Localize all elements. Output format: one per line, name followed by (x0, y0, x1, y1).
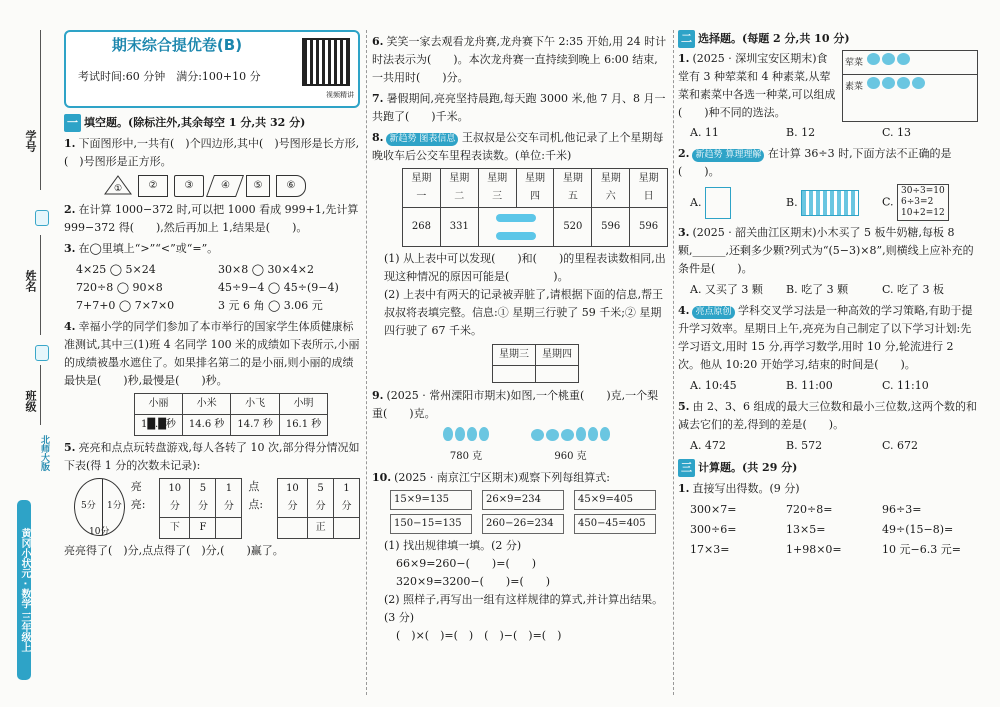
table-header: 星期五 (554, 169, 592, 208)
binding-sidebar (0, 0, 60, 707)
compare-item[interactable]: 45÷9−4 ◯ 45÷(9−4) (218, 281, 339, 294)
option[interactable]: B. 572 (786, 439, 823, 452)
section-title: 计算题。(共 29 分) (698, 461, 798, 474)
table-cell: 14.7 秒 (231, 415, 279, 436)
choice-4 (678, 302, 978, 374)
table-cell: 520 (554, 208, 592, 247)
shape-label: ④ (220, 180, 230, 191)
table-header: 星期一 (403, 169, 441, 208)
question-4 (64, 318, 360, 390)
option[interactable]: B. 吃了 3 颗 (786, 283, 849, 296)
side-line (40, 235, 41, 335)
section-badge: 一 (64, 114, 81, 132)
option[interactable]: C. 672 (882, 439, 919, 452)
fill-line[interactable]: 66×9=260−( )=( ) (396, 557, 537, 570)
curved-shape: ⑥ (276, 175, 306, 197)
answer-cell[interactable] (536, 366, 579, 383)
table-header: 星期三 (493, 345, 536, 366)
compare-item[interactable]: 4×25 ◯ 5×24 (76, 263, 156, 276)
calc-line: 6÷3=2 (901, 197, 934, 207)
question-number: 3. (678, 226, 690, 239)
table-cell: 正 (308, 518, 334, 539)
option[interactable]: A. 10:45 (690, 379, 737, 392)
table-cell: 10分 (277, 479, 307, 518)
table-header: 小米 (182, 394, 230, 415)
dish-label: 荤菜 (845, 58, 864, 68)
question-2 (64, 201, 360, 237)
exam-title: 期末综合提优卷(B) (111, 36, 243, 54)
compare-item[interactable]: 30×8 ◯ 30×4×2 (218, 263, 314, 276)
option[interactable]: A. 11 (690, 126, 719, 139)
question-number: 10. (372, 471, 392, 484)
calc-item[interactable]: 1+98×0= (786, 543, 842, 556)
question-text: 王叔叔是公交车司机,他记录了上个星期每晚收车后公交车里程表读数。(单位:千米) (372, 131, 664, 162)
mileage-table (402, 168, 668, 247)
pear-icon (588, 427, 598, 441)
question-3 (64, 240, 360, 258)
question-7 (372, 90, 668, 126)
question-number: 7. (372, 92, 384, 105)
pear-group (442, 427, 490, 466)
table-cell: 1分 (216, 479, 242, 518)
qr-label: 视频精讲 (326, 91, 354, 99)
question-number: 2. (64, 203, 76, 216)
option[interactable]: C. 11:10 (882, 379, 929, 392)
edition-label: 北师大版 (39, 435, 49, 471)
calc-item[interactable]: 720÷8= (786, 503, 833, 516)
table-cell: 16.1 秒 (279, 415, 327, 436)
qr-code-icon[interactable] (302, 38, 350, 86)
question-number: 1. (678, 52, 690, 65)
answer-table (492, 344, 579, 383)
question-text: 在计算 1000−372 时,可以把 1000 看成 999+1,先计算 999−372 得( ),然后再加上 1,结果是( )。 (64, 203, 359, 234)
calc-1 (678, 480, 978, 498)
blocks-icon (801, 190, 859, 216)
option-label: B. (786, 195, 798, 209)
side-mark (35, 210, 49, 226)
option[interactable] (786, 190, 882, 216)
question-number: 5. (64, 441, 76, 454)
question-number: 4. (678, 304, 690, 317)
compare-row (64, 297, 360, 315)
question-10-sub-1: (1) 找出规律填一填。(2 分) (384, 539, 522, 552)
brand-strip: 黄冈小状元 · 数学 三年级上 (17, 500, 31, 680)
question-text: 在计算 36÷3 时,下面方法不正确的是( )。 (678, 147, 952, 178)
calc-item[interactable]: 10 元−6.3 元= (882, 543, 961, 556)
question-10 (372, 469, 668, 487)
column-1 (64, 30, 360, 563)
table-cell: 268 (403, 208, 441, 247)
calc-line: 30÷3=10 (901, 186, 945, 196)
column-2 (372, 30, 668, 645)
pear-icon (467, 427, 477, 441)
calc-row (678, 501, 978, 519)
column-divider (673, 30, 674, 695)
question-number: 1. (678, 482, 690, 495)
parallelogram-shape (206, 175, 244, 197)
mixed-group (530, 427, 611, 466)
question-text: (2025 · 韶关曲江区期末)小木买了 5 板牛奶糖,每板 8 颗,______,还剩多少颗?列式为“(5−3)×8”,则横线上应补充的条件是( )。 (678, 226, 974, 275)
question-number: 8. (372, 131, 384, 144)
option[interactable]: A. 又买了 3 颗 (690, 283, 763, 296)
table-cell: 1█.█秒 (135, 415, 183, 436)
formula: 26×9=234 (482, 490, 564, 510)
formula: 450−45=405 (574, 514, 656, 534)
dish-icon (882, 53, 895, 65)
calc-item[interactable]: 300÷6= (690, 523, 737, 536)
table-header: 星期日 (630, 169, 668, 208)
choice-2 (678, 145, 978, 181)
question-5 (64, 439, 360, 475)
dish-icon (897, 53, 910, 65)
spinner-icon (74, 478, 125, 536)
question-text: 直接写出得数。(9 分) (692, 482, 800, 495)
fill-line[interactable]: ( )×( )=( ) ( )−( )=( ) (396, 629, 562, 642)
table-header: 星期三 (478, 169, 516, 208)
dish-icon (867, 53, 880, 65)
section-calc (678, 459, 978, 477)
options (678, 124, 978, 142)
triangle-shape (104, 175, 132, 195)
calc-item[interactable]: 17×3= (690, 543, 730, 556)
question-number: 3. (64, 242, 76, 255)
score-table (134, 393, 328, 436)
trend-tag: 新趋势 图表信息 (386, 133, 458, 146)
exam-info: 考试时间:60 分钟 满分:100+10 分 (78, 70, 261, 83)
question-body (678, 50, 838, 122)
question-text: (2025 · 深圳宝安区期末)食堂有 3 种荤菜和 4 种素菜,从荤菜和素菜中各选一种菜,可以组成( )种不同的选法。 (678, 52, 836, 119)
table-cell: 5分 (308, 479, 334, 518)
question-number: 1. (64, 137, 76, 150)
table-cell: 1分 (334, 479, 360, 518)
question-number: 9. (372, 389, 384, 402)
option-label: A. (690, 195, 702, 209)
table-header: 星期二 (440, 169, 478, 208)
question-6 (372, 33, 668, 87)
name-label: 姓名 (24, 270, 37, 292)
table-cell (334, 518, 360, 539)
pear-icon (443, 427, 453, 441)
option[interactable] (690, 187, 786, 219)
pear-icon (479, 427, 489, 441)
table-cell (277, 518, 307, 539)
shape-label: ① (113, 184, 123, 194)
student-id-label: 学号 (24, 130, 37, 152)
original-tag: 亮点原创 (692, 306, 734, 319)
table-cell: 下 (160, 518, 190, 539)
fill-line[interactable]: 320×9=3200−( )=( ) (396, 575, 551, 588)
table-header: 星期四 (516, 169, 554, 208)
question-number: 4. (64, 320, 76, 333)
option-label: C. (882, 195, 894, 209)
calc-row (678, 541, 978, 559)
question-8-sub-2: (2) 上表中有两天的记录被弄脏了,请根据下面的信息,帮王叔叔将表填完整。信息:① 星期三行驶了 59 千米;② 星期四行驶了 67 千米。 (384, 288, 664, 337)
side-line (40, 365, 41, 425)
trend-tag: 新趋势 算理理解 (692, 149, 764, 162)
player-label: 亮亮: (130, 480, 146, 511)
smudged-cell (478, 208, 554, 247)
pear-icon (576, 427, 586, 441)
weight-label: 960 克 (554, 451, 587, 462)
question-8 (372, 129, 668, 165)
question-5-tail: 亮亮得了( )分,点点得了( )分,( )赢了。 (64, 544, 284, 557)
dish-label: 素菜 (845, 82, 864, 92)
option[interactable]: C. 13 (882, 126, 912, 139)
answer-cell[interactable] (493, 366, 536, 383)
dish-icon (912, 77, 925, 89)
table-cell: 596 (592, 208, 630, 247)
choice-1 (678, 50, 978, 122)
question-text: 暑假期间,亮亮坚持晨跑,每天跑 3000 米,他 7 月、8 月一共跑了( )千米。 (372, 92, 666, 123)
section-fill-blank (64, 114, 360, 132)
veg-row (843, 75, 977, 98)
dish-figure (842, 50, 978, 122)
table-cell: 5分 (190, 479, 216, 518)
calc-item[interactable]: 300×7= (690, 503, 737, 516)
section-badge: 三 (678, 459, 695, 477)
question-8-sub-1: (1) 从上表中可以发现( )和( )的里程表读数相同,出现这种情况的原因可能是( )。 (384, 252, 666, 283)
table-cell (216, 518, 242, 539)
question-10-sub-2: (2) 照样子,再写出一组有这样规律的算式,并计算出结果。(3 分) (384, 593, 664, 624)
table-cell: F (190, 518, 216, 539)
options (678, 281, 978, 299)
option[interactable]: B. 12 (786, 126, 816, 139)
compare-item[interactable]: 3 元 6 角 ◯ 3.06 元 (218, 299, 323, 312)
title-box (64, 30, 360, 108)
spinner-label: 10分 (89, 527, 110, 537)
compare-row (64, 279, 360, 297)
dish-icon (867, 77, 880, 89)
calc-item[interactable]: 49÷(15−8)= (882, 523, 954, 536)
options (678, 377, 978, 395)
square-shape: ⑤ (246, 175, 270, 197)
table-cell: 596 (630, 208, 668, 247)
table-header: 星期六 (592, 169, 630, 208)
options (678, 437, 978, 455)
dish-icon (897, 77, 910, 89)
compare-item[interactable]: 7+7+0 ◯ 7×7×0 (76, 299, 175, 312)
formula: 260−26=234 (482, 514, 564, 534)
formula: 15×9=135 (390, 490, 472, 510)
pear-icon (600, 427, 610, 441)
calc-line: 10+2=12 (901, 208, 945, 218)
question-text: 幸福小学的同学们参加了本市举行的国家学生体质健康标准测试,其中三(1)班 4 名同学 100 米的成绩如下表所示,小丽的成绩被墨水遮住了。如果排名第二的是小丽,则小丽的成绩最快是( )秒,最慢是( )秒。 (64, 320, 360, 387)
table-header: 星期四 (536, 345, 579, 366)
rectangle-shape: ③ (174, 175, 204, 197)
formula: 45×9=405 (574, 490, 656, 510)
choice-5 (678, 398, 978, 434)
option[interactable]: A. 472 (690, 439, 726, 452)
option[interactable]: C. 吃了 3 板 (882, 283, 945, 296)
calc-box (897, 184, 949, 221)
question-9 (372, 387, 668, 423)
calc-item[interactable]: 13×5= (786, 523, 826, 536)
shape-row (104, 175, 360, 197)
question-text: (2025 · 常州溧阳市期末)如图,一个桃重( )克,一个梨重( )克。 (372, 389, 659, 420)
compare-item[interactable]: 720÷8 ◯ 90×8 (76, 281, 163, 294)
peach-icon (561, 429, 574, 441)
section-choice (678, 30, 978, 48)
side-mark (35, 345, 49, 361)
meat-row (843, 51, 977, 75)
section-title: 填空题。(除标注外,其余每空 1 分,共 32 分) (84, 116, 306, 129)
table-header: 小丽 (135, 394, 183, 415)
peach-icon (531, 429, 544, 441)
calc-row (678, 521, 978, 539)
compare-row (64, 261, 360, 279)
question-text: 亮亮和点点玩转盘游戏,每人各转了 10 次,部分得分情况如下表(得 1 分的次数未记录): (64, 441, 360, 472)
table-header: 小飞 (231, 394, 279, 415)
table-cell: 10分 (160, 479, 190, 518)
section-title: 选择题。(每题 2 分,共 10 分) (698, 32, 850, 45)
question-text: 由 2、3、6 组成的最大三位数和最小三位数,这两个数的和减去它们的差,得到的差是( )。 (678, 400, 977, 431)
question-text: 下面图形中,一共有( )个四边形,其中( )号图形是长方形,( )号图形是正方形。 (64, 137, 360, 168)
dian-table (277, 478, 360, 539)
calc-item[interactable]: 96÷3= (882, 503, 922, 516)
formula-grid (390, 490, 668, 534)
options (678, 184, 978, 221)
counting-rods-icon (705, 187, 731, 219)
class-label: 班级 (24, 390, 37, 412)
table-cell: 14.6 秒 (182, 415, 230, 436)
table-cell: 331 (440, 208, 478, 247)
column-divider (366, 30, 367, 695)
side-line (40, 30, 41, 190)
spinner-label: 5分 (81, 501, 96, 511)
question-text: 在◯里填上“>”“<”或“=”。 (78, 242, 219, 255)
dish-icon (882, 77, 895, 89)
player-label: 点点: (248, 480, 264, 511)
option[interactable] (882, 184, 978, 221)
question-number: 2. (678, 147, 690, 160)
option[interactable]: B. 11:00 (786, 379, 833, 392)
peach-icon (546, 429, 559, 441)
weight-label: 780 克 (449, 451, 483, 462)
section-badge: 二 (678, 30, 695, 48)
formula: 150−15=135 (390, 514, 472, 534)
choice-3 (678, 224, 978, 278)
question-text: 学科交叉学习法是一种高效的学习策略,有助于提升学习效率。星期日上午,亮亮为自己制定了以下学习计划:先学习语文,用时 15 分,再学习数学,用时 10 分,轮流进行 2 次。他从 10:20 开始学习,结束的时间是( )。 (678, 304, 973, 371)
pear-icon (455, 427, 465, 441)
question-text: 笑笑一家去观看龙舟赛,龙舟赛下午 2:35 开始,用 24 时计时法表示为( )。本次龙舟赛一直持续到晚上 6:00 结束,一共用时( )分。 (372, 35, 667, 84)
column-3 (678, 30, 978, 559)
question-number: 5. (678, 400, 690, 413)
liang-table (159, 478, 242, 539)
spinner-label: 1分 (107, 501, 122, 511)
square-shape: ② (138, 175, 168, 197)
question-text: (2025 · 南京江宁区期末)观察下列每组算式: (394, 471, 610, 484)
table-header: 小明 (279, 394, 327, 415)
question-number: 6. (372, 35, 384, 48)
spinner-area (74, 478, 360, 539)
question-1 (64, 135, 360, 171)
fruit-figure (442, 427, 668, 466)
